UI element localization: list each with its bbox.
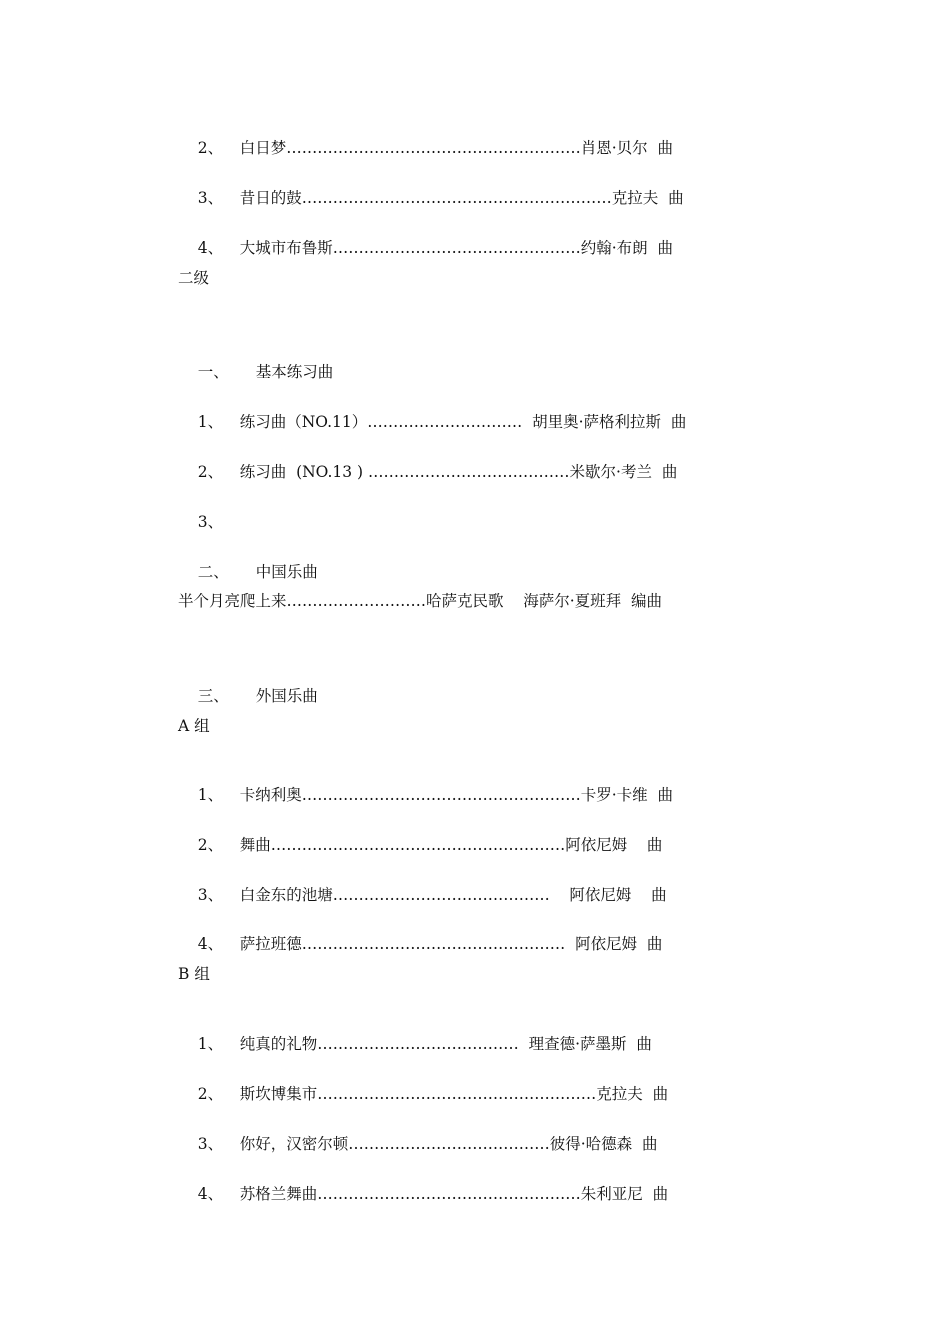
- group-label: A 组: [178, 717, 210, 735]
- item-text: 练习曲 (NO.13 ) …………………………………米歇尔·考兰 曲: [239, 463, 678, 481]
- item-number: 1、: [197, 786, 224, 804]
- item-number: 2、: [197, 836, 224, 854]
- section-title: 基本练习曲: [255, 363, 334, 381]
- item-text: 斯坎博集市………………………………………………克拉夫 曲: [239, 1085, 669, 1103]
- item-number: 3、: [197, 189, 224, 207]
- item-number: 4、: [197, 239, 224, 257]
- item-number: 1、: [197, 413, 224, 431]
- item-text: 纯真的礼物………………………………… 理查德·萨墨斯 曲: [239, 1035, 652, 1053]
- item-number: 4、: [197, 1185, 224, 1203]
- section-number: 三、: [197, 687, 229, 705]
- item-text: 白日梦…………………………………………………肖恩·贝尔 曲: [239, 139, 674, 157]
- list-item: [178, 1164, 668, 1224]
- item-text: 舞曲…………………………………………………阿依尼姆 曲: [239, 836, 663, 854]
- item-text: 昔日的鼓……………………………………………………克拉夫 曲: [239, 189, 684, 207]
- level-heading: 二级: [178, 269, 210, 287]
- item-number: 2、: [197, 1085, 224, 1103]
- list-item: 半个月亮爬上来………………………哈萨克民歌 海萨尔·夏班拜 编曲: [178, 592, 662, 610]
- group-label: B 组: [178, 965, 210, 983]
- list-item: [178, 442, 677, 502]
- item-number: 2、: [197, 463, 224, 481]
- item-text: 白金东的池塘…………………………………… 阿依尼姆 曲: [239, 886, 667, 904]
- section-title: 外国乐曲: [255, 687, 318, 705]
- item-text: 练习曲（NO.11）………………………… 胡里奥·萨格利拉斯 曲: [239, 413, 687, 431]
- item-text: 卡纳利奥………………………………………………卡罗·卡维 曲: [239, 786, 674, 804]
- item-text: 大城市布鲁斯…………………………………………约翰·布朗 曲: [239, 239, 674, 257]
- item-text: 萨拉班德…………………………………………… 阿依尼姆 曲: [239, 935, 663, 953]
- item-number: 3、: [197, 513, 224, 531]
- item-text: 苏格兰舞曲……………………………………………朱利亚尼 曲: [239, 1185, 669, 1203]
- item-number: 2、: [197, 139, 224, 157]
- item-number: 1、: [197, 1035, 224, 1053]
- section-number: 二、: [197, 563, 229, 581]
- list-item: [178, 914, 662, 974]
- section-number: 一、: [197, 363, 229, 381]
- item-number: 4、: [197, 935, 224, 953]
- item-text: 你好，汉密尔顿…………………………………彼得·哈德森 曲: [239, 1135, 658, 1153]
- list-item: [178, 218, 673, 278]
- section-title: 中国乐曲: [255, 563, 318, 581]
- item-number: 3、: [197, 1135, 224, 1153]
- item-number: 3、: [197, 886, 224, 904]
